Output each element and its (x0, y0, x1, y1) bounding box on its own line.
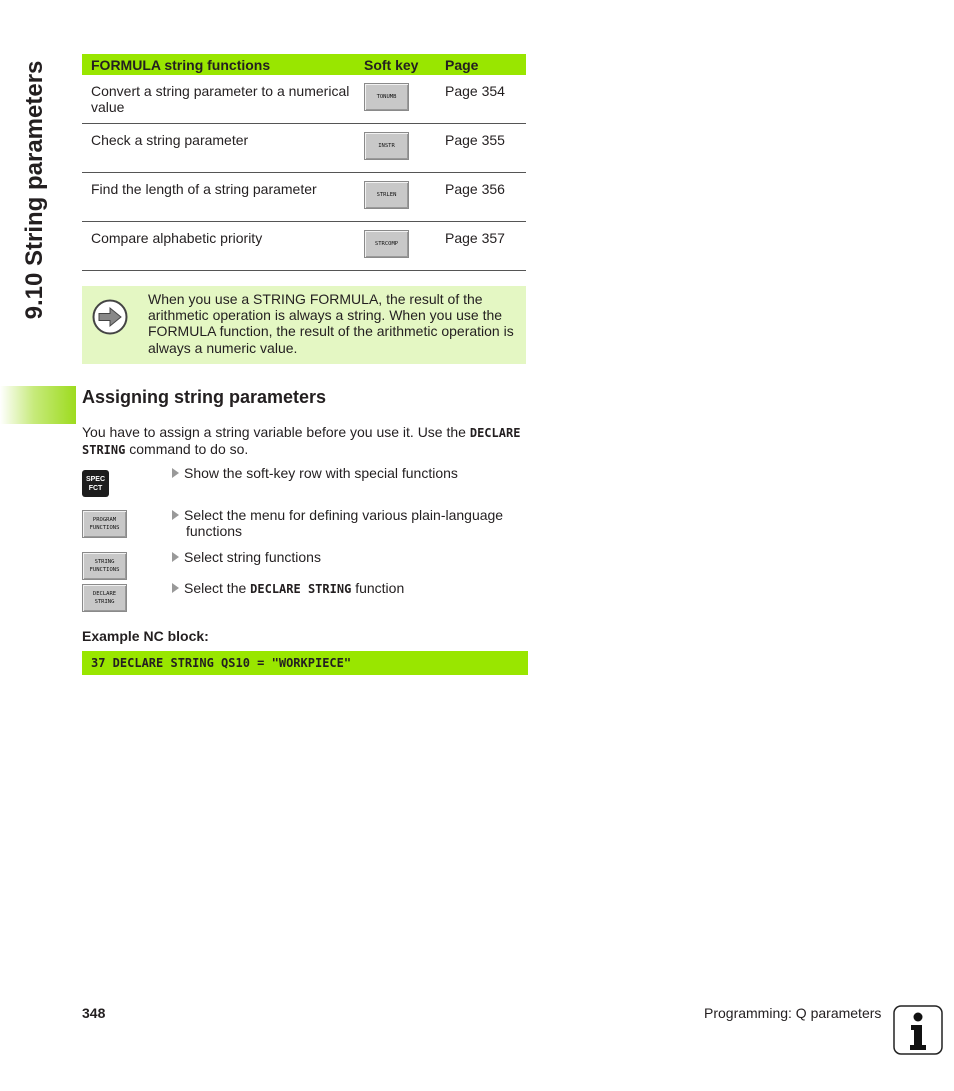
tonumb-softkey[interactable]: TONUMB (364, 83, 409, 111)
key-label: FCT (88, 484, 103, 492)
softkey-cell (355, 173, 436, 222)
step-text: Show the soft-key row with special functions (184, 465, 458, 481)
softkey-cell (355, 222, 436, 271)
note-box (82, 286, 526, 364)
strcomp-softkey[interactable]: STRCOMP (364, 230, 409, 258)
section-heading: Assigning string parameters (82, 387, 327, 407)
example-label: Example NC block: (82, 628, 209, 644)
function-description: Check a string parameter (82, 124, 355, 173)
softkey-cell (355, 124, 436, 173)
step-arrow-icon (172, 583, 179, 593)
softkey-label: PROGRAM (92, 517, 117, 523)
arrow-right-circle-icon (92, 299, 128, 335)
step-2 (172, 507, 522, 539)
function-description: Convert a string parameter to a numerical value (82, 75, 355, 124)
footer-title: Programming: Q parameters (704, 1005, 882, 1021)
page-reference: Page 357 (436, 222, 526, 271)
nc-block-example: 37 DECLARE STRING QS10 = "WORKPIECE" (82, 651, 528, 675)
table-row (82, 124, 526, 173)
table-header-cell: Soft key (355, 54, 436, 75)
table-row (82, 75, 526, 124)
softkey-label: FUNCTIONS (89, 567, 120, 573)
table-header-cell: FORMULA string functions (82, 54, 355, 75)
string-functions-softkey[interactable] (82, 552, 127, 580)
intro-paragraph (82, 424, 522, 458)
softkey-label: FUNCTIONS (89, 525, 120, 531)
note-text: When you use a STRING FORMULA, the result of the arithmetic operation is always a string. When you use the FORMULA function, the result of the arithmetic operation is always a numeric value. (148, 291, 514, 356)
softkey-label: STRING (94, 559, 115, 565)
info-icon (893, 1005, 943, 1055)
step-text: Select string functions (184, 549, 321, 565)
strlen-softkey[interactable]: STRLEN (364, 181, 409, 209)
step-3 (172, 549, 522, 565)
step-4 (172, 580, 522, 597)
step-code: DECLARE STRING (250, 582, 352, 596)
step-text: Select the menu for defining various plain-language (184, 507, 504, 523)
intro-code: DECLARE STRING (82, 426, 521, 458)
softkey-label: DECLARE (92, 591, 117, 597)
softkey-label: STRING (94, 599, 115, 605)
page-number: 348 (82, 1005, 106, 1021)
spec-fct-key[interactable] (82, 470, 109, 497)
chapter-side-title (14, 40, 56, 340)
chapter-title-text: 9.10 String parameters (21, 60, 48, 320)
intro-text-end: command to do so. (125, 441, 249, 458)
page-reference: Page 354 (436, 75, 526, 124)
step-1 (172, 465, 522, 481)
instr-softkey[interactable]: INSTR (364, 132, 409, 160)
key-label: SPEC (85, 475, 106, 483)
page-reference: Page 356 (436, 173, 526, 222)
table-row (82, 222, 526, 271)
step-text: functions (186, 523, 243, 540)
table-header-cell: Page (436, 54, 526, 75)
intro-text: You have to assign a string variable before you use it. Use the (82, 424, 470, 440)
step-text: Select the (184, 580, 251, 596)
page-reference: Page 355 (436, 124, 526, 173)
program-functions-softkey[interactable] (82, 510, 127, 538)
softkey-cell (355, 75, 436, 124)
table-header-row (82, 54, 526, 75)
function-description: Compare alphabetic priority (82, 222, 355, 271)
declare-string-softkey[interactable] (82, 584, 127, 612)
step-arrow-icon (172, 552, 179, 562)
table-row (82, 173, 526, 222)
step-arrow-icon (172, 510, 179, 520)
formula-string-functions-table (82, 54, 526, 271)
step-text-end: function (351, 580, 405, 596)
step-arrow-icon (172, 468, 179, 478)
function-description: Find the length of a string parameter (82, 173, 355, 222)
chapter-tab-marker (0, 386, 76, 424)
